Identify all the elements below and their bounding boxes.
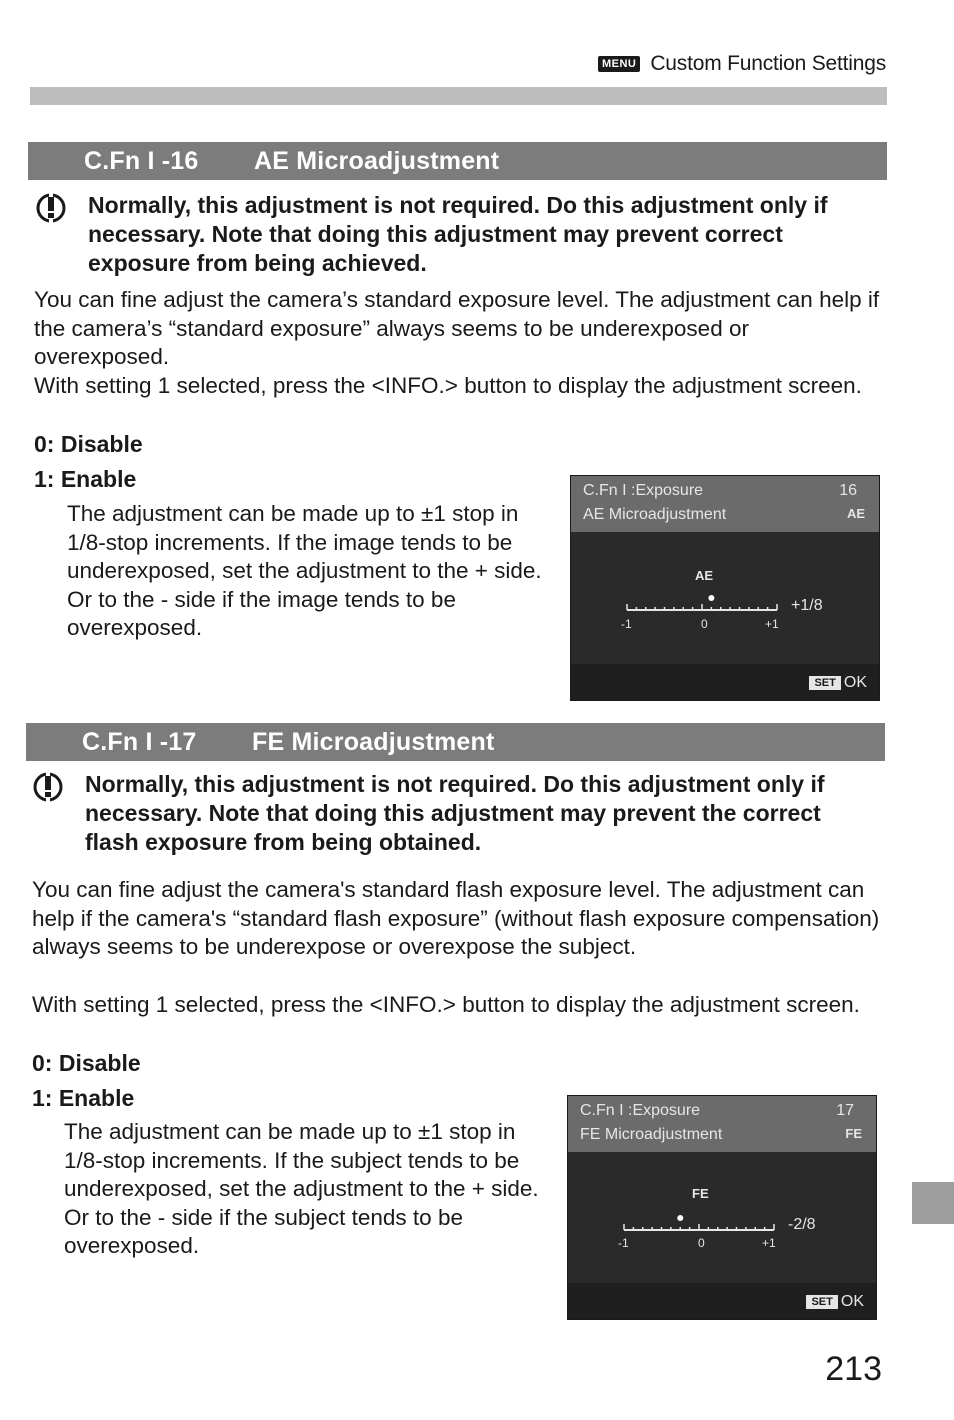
section-title: AE Microadjustment bbox=[254, 146, 500, 175]
caution-note bbox=[36, 191, 856, 278]
ok-label: OK bbox=[843, 674, 867, 691]
screen-category: C.Fn I :Exposure bbox=[580, 1102, 701, 1119]
camera-screen-fe bbox=[567, 1095, 877, 1320]
set-icon: SET bbox=[806, 1295, 837, 1309]
caution-text: Normally, this adjustment is not required. Do this adjustment only if necessary. Note that doing this adjustment may prevent correct exposure from being achieved. bbox=[88, 192, 828, 276]
fe-icon: FE bbox=[692, 1186, 709, 1201]
adjustment-value: -2/8 bbox=[788, 1216, 816, 1233]
scale-max-label: +1 bbox=[762, 1236, 776, 1250]
option-disable: 0: Disable bbox=[32, 1050, 141, 1076]
ae-icon: AE bbox=[846, 506, 865, 521]
screen-function-name: AE Microadjustment bbox=[583, 506, 727, 523]
menu-icon: MENU bbox=[598, 56, 640, 72]
value-indicator bbox=[677, 1215, 683, 1221]
screen-category: C.Fn I :Exposure bbox=[583, 482, 704, 499]
adjustment-value: +1/8 bbox=[791, 597, 823, 614]
caution-note bbox=[33, 770, 853, 857]
section-code: C.Fn I -16 bbox=[84, 146, 199, 175]
page-number: 213 bbox=[825, 1350, 882, 1388]
camera-screen-ae bbox=[570, 475, 880, 701]
ok-label: OK bbox=[840, 1293, 864, 1310]
section-heading-ae bbox=[28, 142, 887, 180]
scale-mid-label: 0 bbox=[701, 617, 708, 631]
value-indicator bbox=[708, 595, 714, 601]
option-enable: 1: Enable bbox=[34, 466, 137, 492]
caution-icon bbox=[36, 191, 66, 278]
set-icon: SET bbox=[809, 676, 840, 690]
set-ok-prompt bbox=[809, 674, 867, 692]
fe-icon: FE bbox=[845, 1126, 862, 1141]
chapter-tab bbox=[912, 1182, 954, 1224]
body-paragraph: With setting 1 selected, press the <INFO.> button to display the adjustment screen. bbox=[32, 992, 860, 1017]
body-paragraph: You can fine adjust the camera's standard flash exposure level. The adjustment can help if the camera's “standard flash exposure” (without flash exposure compensation) always seems to be underexpose or overexpose the subject. bbox=[32, 877, 880, 959]
caution-text: Normally, this adjustment is not required. Do this adjustment only if necessary. Note that doing this adjustment may prevent the correct flash exposure from being obtained. bbox=[85, 771, 825, 855]
screen-function-number: 17 bbox=[836, 1102, 854, 1119]
caution-icon bbox=[33, 770, 63, 857]
screen-function-number: 16 bbox=[839, 482, 857, 499]
option-enable: 1: Enable bbox=[32, 1085, 135, 1111]
scale-min-label: -1 bbox=[621, 617, 632, 631]
set-ok-prompt bbox=[806, 1293, 864, 1311]
option-disable: 0: Disable bbox=[34, 431, 143, 457]
scale-mid-label: 0 bbox=[698, 1236, 705, 1250]
option-description: The adjustment can be made up to ±1 stop in 1/8-stop increments. If the subject tends to be underexposed, set the adjustment to the + side. Or to the - side if the subject tends to be overexposed. bbox=[64, 1119, 539, 1258]
body-paragraph: You can fine adjust the camera’s standard exposure level. The adjustment can help if the camera’s “standard exposure” always seems to be underexposed or overexposed. bbox=[34, 287, 880, 369]
screen-function-name: FE Microadjustment bbox=[580, 1126, 723, 1143]
ae-icon: AE bbox=[695, 568, 714, 583]
body-paragraph: With setting 1 selected, press the <INFO.> button to display the adjustment screen. bbox=[34, 373, 862, 398]
section-title: FE Microadjustment bbox=[252, 727, 495, 756]
header-rule bbox=[30, 87, 887, 105]
page-header bbox=[598, 52, 886, 76]
scale-max-label: +1 bbox=[765, 617, 779, 631]
section-heading-fe bbox=[26, 723, 885, 761]
scale-min-label: -1 bbox=[618, 1236, 629, 1250]
header-title: Custom Function Settings bbox=[650, 52, 886, 75]
section-code: C.Fn I -17 bbox=[82, 727, 197, 756]
option-description: The adjustment can be made up to ±1 stop in 1/8-stop increments. If the image tends to be underexposed, set the adjustment to the + side. Or to the - side if the image tends to be overexposed. bbox=[67, 501, 542, 640]
